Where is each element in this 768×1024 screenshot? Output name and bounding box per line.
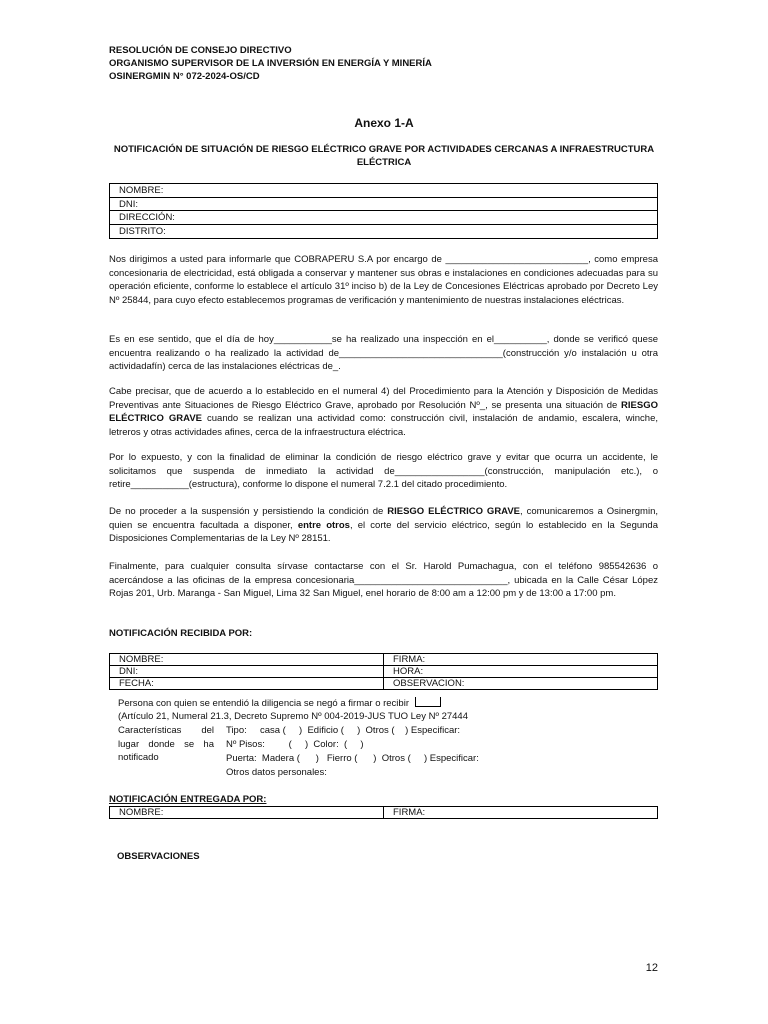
legal-reference: (Artículo 21, Numeral 21.3, Decreto Supremo Nº 004-2019-JUS TUO Ley Nº 27444 bbox=[118, 711, 468, 722]
delivered-signature-field[interactable]: FIRMA: bbox=[384, 807, 658, 819]
received-time-field[interactable]: HORA: bbox=[384, 666, 658, 678]
page-number: 12 bbox=[645, 962, 658, 974]
received-signature-field[interactable]: FIRMA: bbox=[384, 654, 658, 666]
header-line-1: RESOLUCIÓN DE CONSEJO DIRECTIVO bbox=[109, 45, 292, 56]
refused-checkbox[interactable] bbox=[415, 697, 441, 707]
paragraph-5-emphasis: RIESGO ELÉCTRICO GRAVE bbox=[387, 506, 521, 517]
paragraph-3-part-a: Cabe precisar, que de acuerdo a lo establecido en el numeral 4) del Procedimiento para la Atención y Disposición de Medidas Preventivas ante Situaciones de Riesgo Eléctrico Grave, aprobado por Resolución Nº_, se presenta una situación de bbox=[109, 386, 658, 411]
header-line-3: OSINERGMIN N° 072-2024-OS/CD bbox=[109, 71, 260, 82]
paragraph-3-emphasis: RIESGO ELÉCTRICO GRAVE bbox=[109, 399, 658, 425]
received-date-field[interactable]: FECHA: bbox=[110, 678, 384, 690]
received-section-title: NOTIFICACIÓN RECIBIDA POR: bbox=[109, 628, 253, 639]
delivered-name-field[interactable]: NOMBRE: bbox=[110, 807, 384, 819]
table-row bbox=[110, 807, 658, 819]
building-type-options[interactable]: Tipo: casa ( ) Edificio ( ) Otros ( ) Especificar: bbox=[226, 725, 461, 736]
received-name-field[interactable]: NOMBRE: bbox=[110, 654, 384, 666]
delivered-table bbox=[109, 806, 658, 819]
refused-note-text: Persona con quien se entendió la diligencia se negó a firmar o recibir bbox=[118, 698, 409, 709]
paragraph-1: Nos dirigimos a usted para informarle que COBRAPERU S.A por encargo de ___________________________, como empresa concesionaria de electricidad, está obligada a conservar y mantener sus obras e instalaciones en condiciones adecuadas para su operación eficiente, conforme lo establece el artículo 31º inciso b) de la Ley de Concesiones Eléctricas aprobado por Decreto Ley Nº 25844, para cuyo efecto establecemos programas de verificación y mantenimiento de nuestras instalaciones eléctricas. bbox=[109, 254, 658, 307]
refused-signature-note bbox=[118, 697, 441, 711]
other-personal-data: Otros datos personales: bbox=[226, 767, 327, 778]
table-row bbox=[110, 678, 658, 690]
received-dni-field[interactable]: DNI: bbox=[110, 666, 384, 678]
header-line-2: ORGANISMO SUPERVISOR DE LA INVERSIÓN EN ENERGÍA Y MINERÍA bbox=[109, 58, 432, 69]
paragraph-4: Por lo expuesto, y con la finalidad de eliminar la condición de riesgo eléctrico grave y evitar que ocurra un accidente, le solicitamos que suspenda de inmediato la actividad de_________________(construcción, manipulación etc.), o retire___________(estructura), conforme lo dispone el numeral 7.2.1 del citado procedimiento. bbox=[109, 452, 658, 491]
floors-color-options[interactable]: Nº Pisos: ( ) Color: ( ) bbox=[226, 739, 364, 750]
document-title: NOTIFICACIÓN DE SITUACIÓN DE RIESGO ELÉCTRICO GRAVE POR ACTIVIDADES CERCANAS A INFRAESTRUCTURA ELÉCTRICA bbox=[113, 144, 655, 168]
recipient-name-field[interactable]: NOMBRE: bbox=[110, 184, 657, 198]
resolution-header bbox=[109, 44, 432, 83]
paragraph-3 bbox=[109, 385, 658, 440]
paragraph-5-part-e: , el corte del servicio eléctrico, según lo establecido en la Segunda Disposiciones Complementarias de la Ley Nº 28151. bbox=[109, 519, 659, 545]
paragraph-6: Finalmente, para cualquier consulta sírvase contactarse con el Sr. Harold Pumachagua, con el teléfono 985542636 o acercándose a las oficinas de la empresa concesionaria_____________________________, ubicada en la Calle César López Rojas 201, Urb. Maranga - San Miguel, Lima 32 San Miguel, enel horario de 8:00 am a 12:00 pm y de 13:00 a 17:00 pm. bbox=[109, 561, 658, 600]
recipient-box bbox=[109, 183, 658, 239]
received-observation-field[interactable]: OBSERVACION: bbox=[384, 678, 658, 690]
observations-heading: OBSERVACIONES bbox=[117, 851, 200, 862]
paragraph-5-emphasis-2: entre otros bbox=[297, 519, 350, 531]
received-table bbox=[109, 653, 658, 690]
paragraph-5-part-c: , comunicaremos a Osinergmin, quien se encuentra facultada a disponer, bbox=[109, 506, 658, 531]
delivered-section-title: NOTIFICACIÓN ENTREGADA POR: bbox=[109, 794, 267, 805]
table-row bbox=[110, 654, 658, 666]
paragraph-5-part-a: De no proceder a la suspensión y persistiendo la condición de bbox=[109, 506, 388, 517]
annex-title: Anexo 1-A bbox=[354, 116, 414, 130]
paragraph-2: Es en ese sentido, que el día de hoy___________se ha realizado una inspección en el__________, donde se verificó quese encuentra realizando o ha realizado la actividad de_______________________________(construcción y/o instalación u otra actividadafín) cerca de las instalaciones eléctricas de_. bbox=[109, 334, 658, 373]
paragraph-3-part-c: cuando se realizan una actividad como: construcción civil, instalación de andamio, escalera, winche, letreros y otras actividades afines, cerca de la infraestructura eléctrica. bbox=[109, 413, 659, 439]
recipient-district-field[interactable]: DISTRITO: bbox=[119, 225, 166, 237]
door-type-options[interactable]: Puerta: Madera ( ) Fierro ( ) Otros ( ) Especificar: bbox=[226, 753, 479, 764]
recipient-dni-field[interactable]: DNI: bbox=[110, 198, 657, 212]
location-characteristics-label: Características del lugar donde se ha notificado bbox=[118, 725, 214, 763]
paragraph-5 bbox=[109, 505, 658, 546]
recipient-address-field[interactable]: DIRECCIÓN: bbox=[110, 211, 657, 225]
table-row bbox=[110, 666, 658, 678]
